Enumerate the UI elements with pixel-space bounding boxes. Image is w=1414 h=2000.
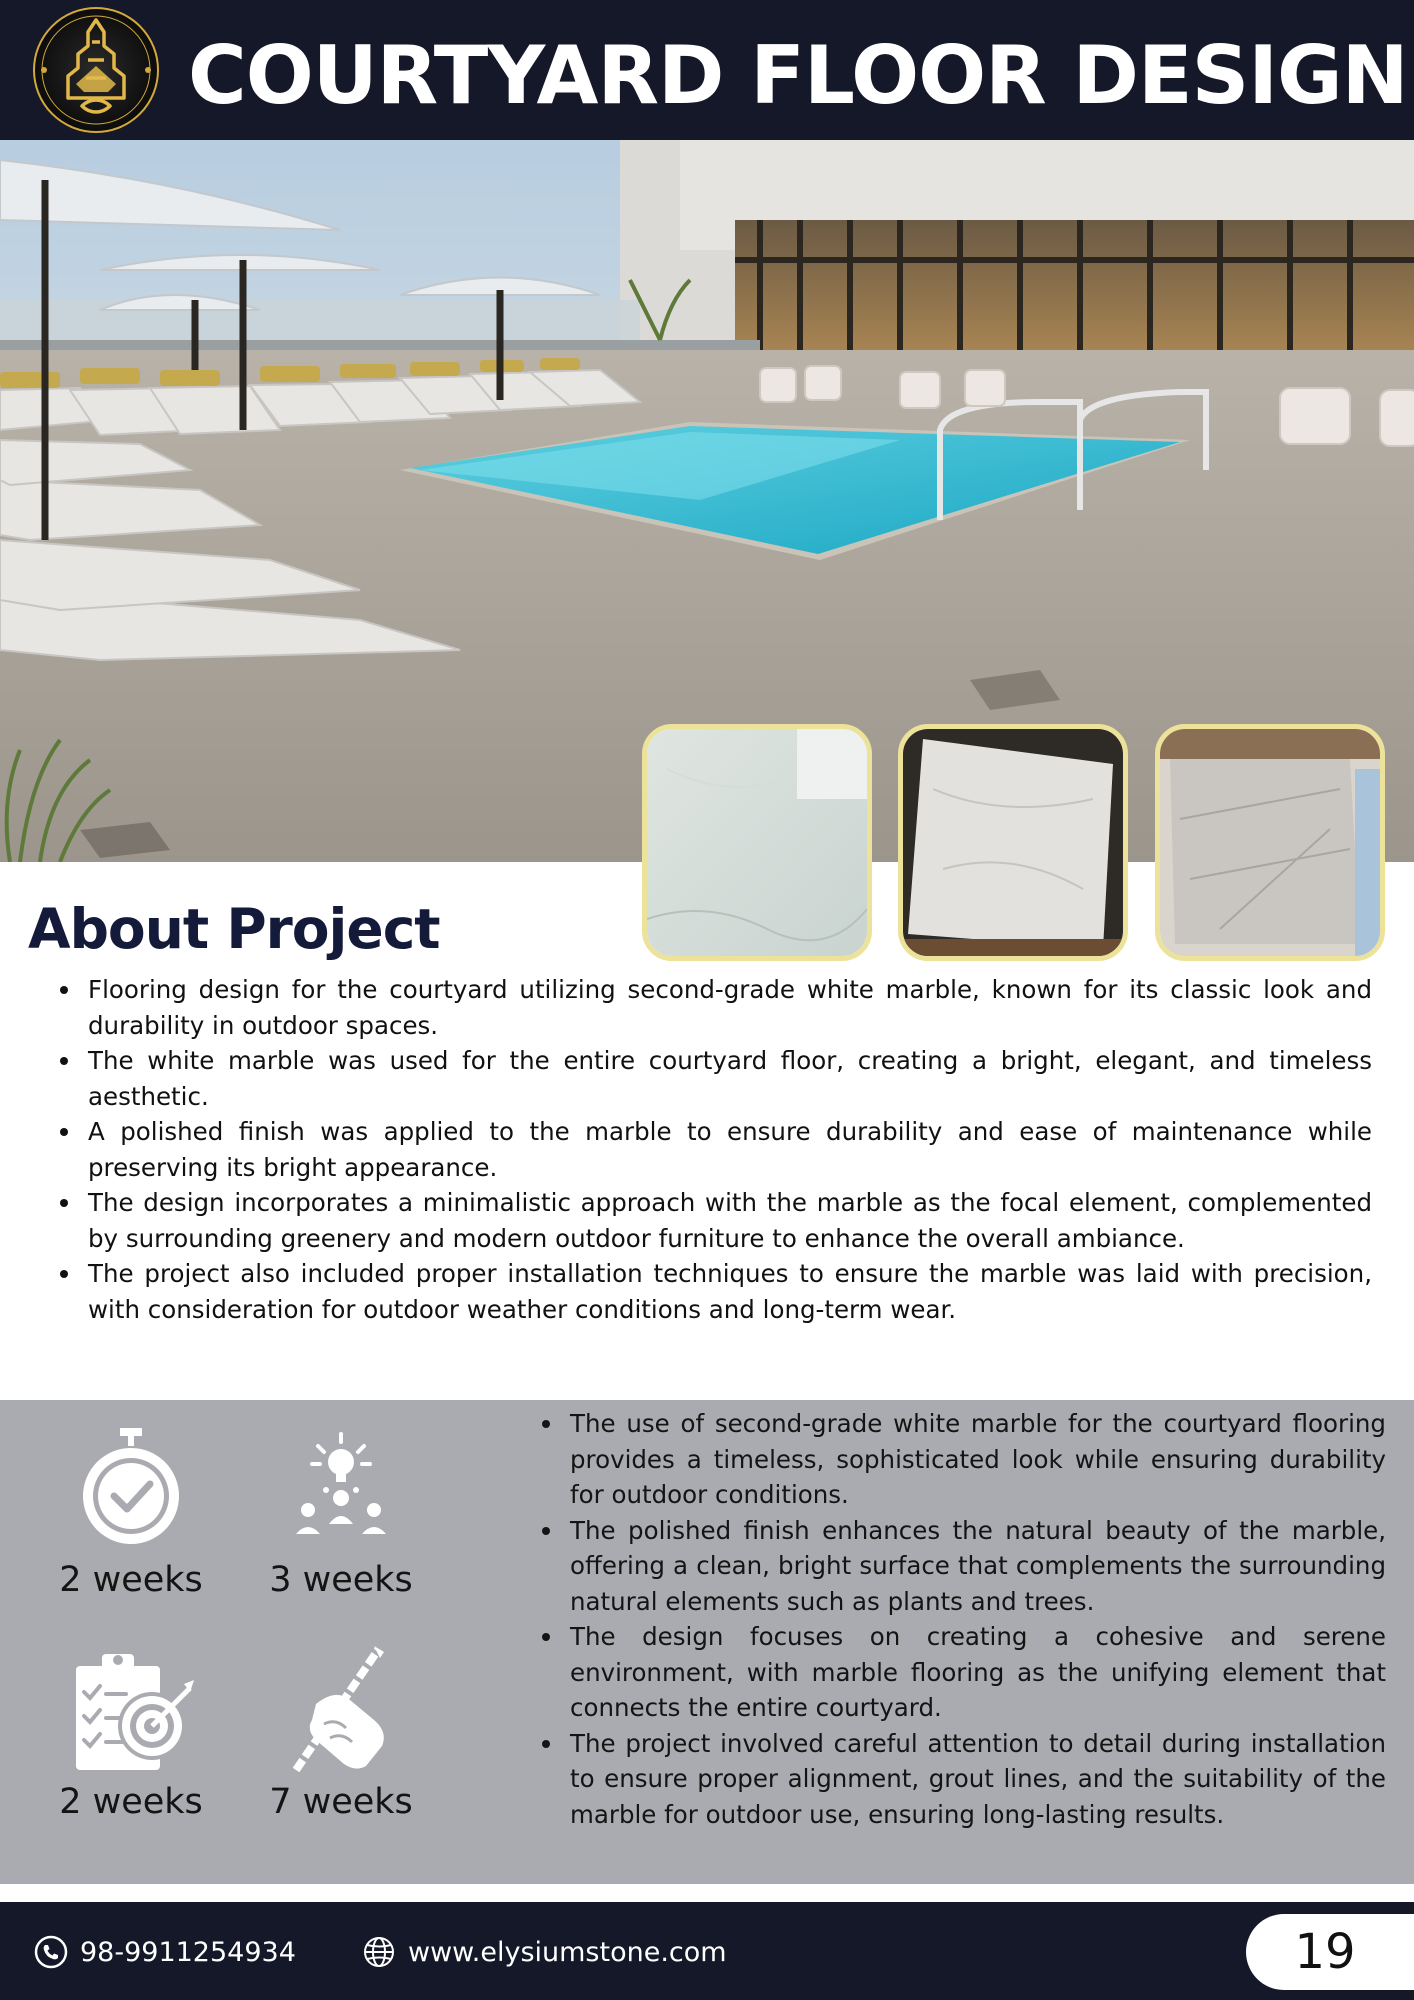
stat-duration-3 (36, 1644, 226, 1824)
footer-bar (0, 1902, 1414, 2000)
list-item: The white marble was used for the entire courtyard floor, creating a bright, elegant, and timeless aesthetic. (60, 1043, 1372, 1114)
project-details-list (540, 1406, 1386, 1832)
stat-label: 7 weeks (269, 1782, 413, 1822)
page-title: COURTYARD FLOOR DESIGN (188, 29, 1408, 122)
list-item: A polished finish was applied to the marble to ensure durability and ease of maintenance while preserving its bright appearance. (60, 1114, 1372, 1185)
list-item: The use of second-grade white marble for the courtyard flooring provides a timeless, sophisticated look while ensuring durability for outdoor conditions. (540, 1406, 1386, 1513)
about-project-list (60, 972, 1372, 1327)
stat-label: 2 weeks (59, 1782, 203, 1822)
stat-label: 2 weeks (59, 1560, 203, 1600)
marble-slab-thumbnail (898, 724, 1128, 961)
header-bar (0, 0, 1414, 140)
marble-polished-thumbnail (642, 724, 872, 961)
idea-team-icon (286, 1424, 396, 1552)
list-item: The polished finish enhances the natural beauty of the marble, offering a clean, bright surface that complements the surrounding natural elements such as plants and trees. (540, 1513, 1386, 1620)
stat-duration-2 (246, 1424, 436, 1602)
elysium-logo-icon (32, 6, 160, 134)
stat-duration-1 (36, 1424, 226, 1602)
list-item: The design incorporates a minimalistic approach with the marble as the focal element, complemented by surrounding greenery and modern outdoor furniture to enhance the overall ambiance. (60, 1185, 1372, 1256)
page-number: 19 (1294, 1924, 1356, 1980)
website-link[interactable] (362, 1932, 727, 1972)
hand-pen-icon (276, 1644, 406, 1774)
globe-icon (362, 1935, 396, 1969)
page-number-badge (1246, 1914, 1414, 1990)
list-item: The project involved careful attention to detail during installation to ensure proper alignment, grout lines, and the suitability of the marble for outdoor use, ensuring long-lasting results. (540, 1726, 1386, 1833)
phone-number: 98-9911254934 (80, 1936, 296, 1968)
stat-label: 3 weeks (269, 1560, 413, 1600)
stat-duration-4 (246, 1644, 436, 1824)
list-item: The design focuses on creating a cohesive and serene environment, with marble flooring as the unifying element that connects the entire courtyard. (540, 1619, 1386, 1726)
phone-icon (34, 1935, 68, 1969)
clipboard-target-icon (66, 1644, 196, 1774)
list-item: Flooring design for the courtyard utilizing second-grade white marble, known for its classic look and durability in outdoor spaces. (60, 972, 1372, 1043)
website-url: www.elysiumstone.com (408, 1936, 727, 1968)
about-project-heading: About Project (28, 897, 440, 961)
phone-contact[interactable] (34, 1932, 296, 1972)
list-item: The project also included proper installation techniques to ensure the marble was laid with precision, with consideration for outdoor weather conditions and long-term wear. (60, 1256, 1372, 1327)
marble-block-thumbnail (1155, 724, 1385, 961)
stopwatch-icon (76, 1424, 186, 1552)
